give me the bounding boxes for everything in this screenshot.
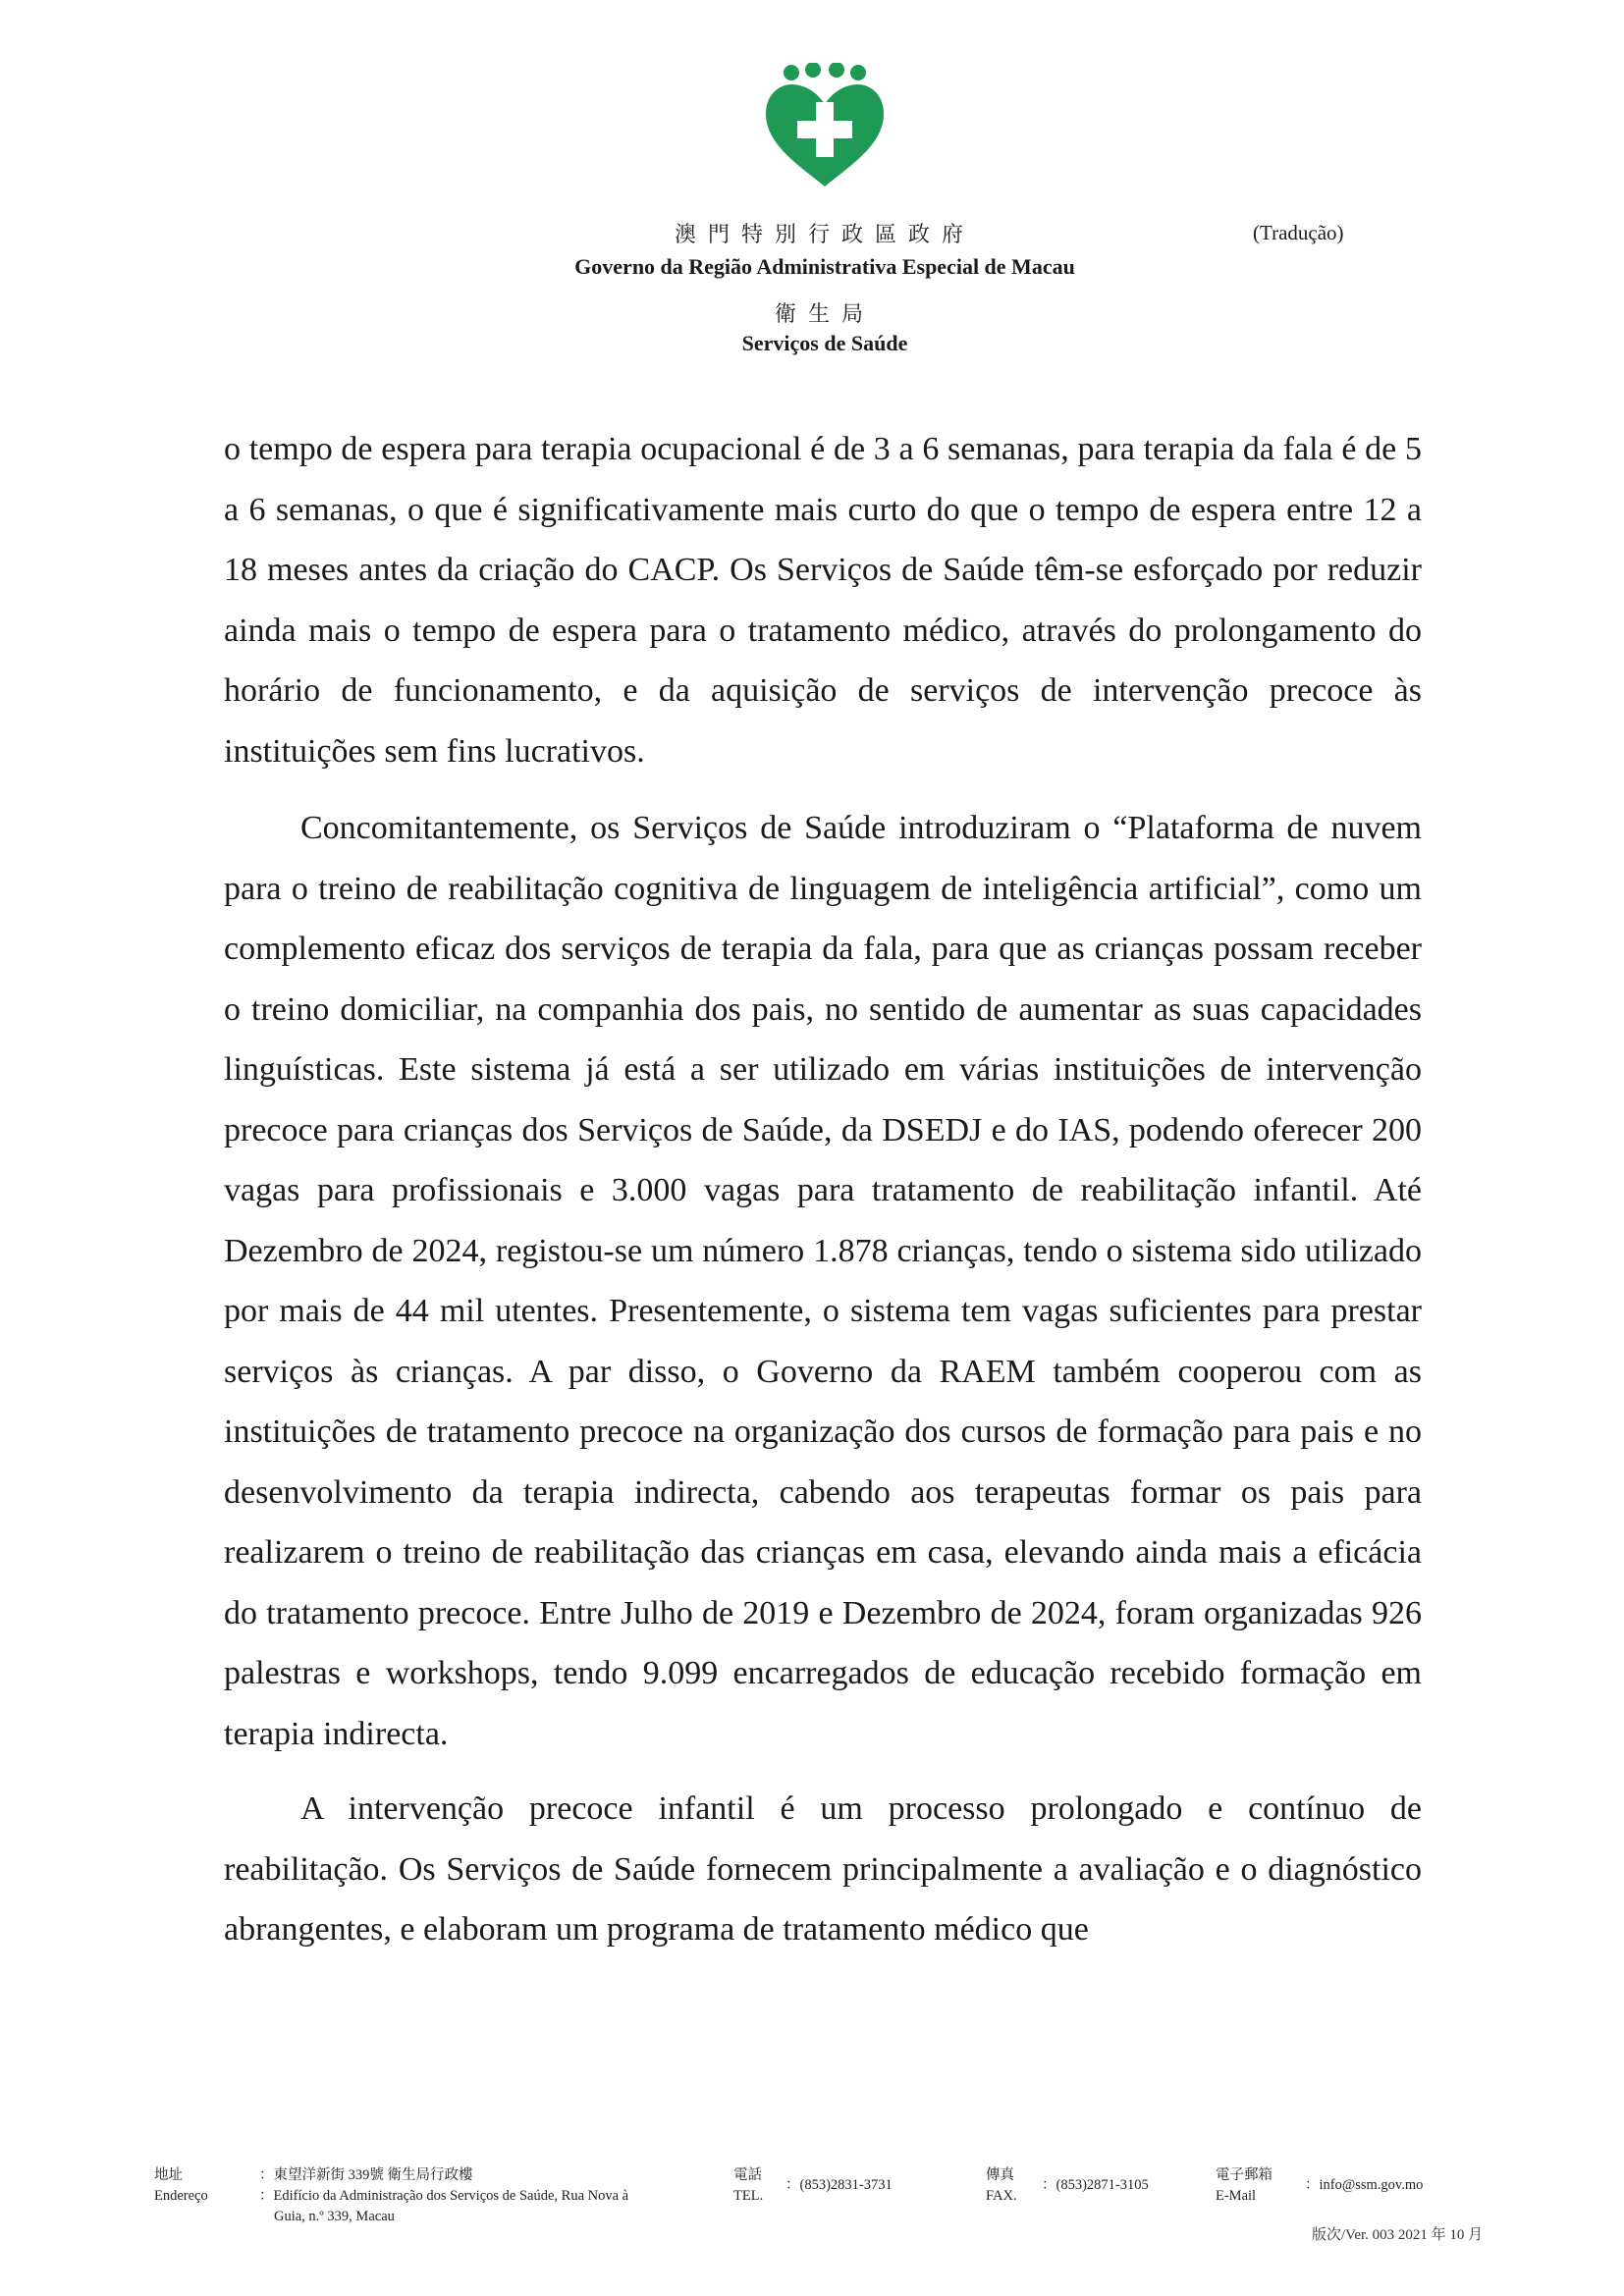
tel-label-pt: TEL. [733, 2188, 764, 2204]
page-footer [0, 2156, 1624, 2283]
tel-label-zh: 電話 [733, 2167, 762, 2183]
department-name-portuguese: Serviços de Saúde [741, 331, 908, 355]
fax-number: ：(853)2871-3105 [1042, 2177, 1149, 2193]
paragraph: A intervenção precoce infantil é um processo prolongado e contínuo de reabilitação. Os Serviços de Saúde fornecem principalmente a avaliação e o diagnóstico abrangentes, e elaboram um programa de tratamento médico que [224, 1790, 1422, 1948]
department-name-chinese: 衛生局 [774, 302, 875, 327]
government-name-chinese: 澳門特別行政區政府 [674, 223, 975, 247]
address-pt-line1: ：Edifício da Administração dos Serviços de Saúde, Rua Nova à [259, 2188, 629, 2204]
tel-number: ：(853)2831-3731 [785, 2177, 893, 2193]
document-version: 版次/Ver. 003 2021 年 10 月 [1312, 2227, 1484, 2243]
health-services-logo-icon [762, 63, 888, 190]
paragraph: o tempo de espera para terapia ocupacional é de 3 a 6 semanas, para terapia da fala é de 5 a 6 semanas, o que é significativamente mais curto do que o tempo de espera entre 12 a 18 meses antes da criação do CACP. Os Serviços de Saúde têm-se esforçado por reduzir ainda mais o tempo de espera para o tratamento médico, através do prolongamento do horário de funcionamento, e da aquisição de serviços de intervenção precoce às instituições sem fins lucrativos. [224, 431, 1422, 770]
email-label-zh: 電子郵箱 [1216, 2167, 1272, 2183]
address-label-pt: Endereço [154, 2188, 208, 2204]
address-pt-line2: Guia, n.º 339, Macau [274, 2209, 395, 2224]
document-body [224, 419, 1422, 1960]
paragraph: Concomitantemente, os Serviços de Saúde introduziram o “Plataforma de nuvem para o treino de reabilitação cognitiva de linguagem de inteligência artificial”, como um complemento eficaz dos serviços de terapia da fala, para que as crianças possam receber o treino domiciliar, na companhia dos pais, no sentido de aumentar as suas capacidades linguísticas. Este sistema já está a ser utilizado em várias instituições de intervenção precoce para crianças dos Serviços de Saúde, da DSEDJ e do IAS, podendo oferecer 200 vagas para profissionais e 3.000 vagas para tratamento de reabilitação infantil. Até Dezembro de 2024, registou-se um número 1.878 crianças, tendo o sistema sido utilizado por mais de 44 mil utentes. Presentemente, o sistema tem vagas suficientes para prestar serviços às crianças. A par disso, o Governo da RAEM também cooperou com as instituições de tratamento precoce na organização dos cursos de formação para pais e no desenvolvimento da terapia indirecta, cabendo aos terapeutas formar os pais para realizarem o treino de reabilitação das crianças em casa, elevando ainda mais a eficácia do tratamento precoce. Entre Julho de 2019 e Dezembro de 2024, foram organizadas 926 palestras e workshops, tendo 9.099 encarregados de educação recebido formação em terapia indirecta. [224, 810, 1422, 1752]
translation-note: (Tradução) [1253, 221, 1344, 244]
fax-label-pt: FAX. [986, 2188, 1017, 2204]
fax-label-zh: 傳真 [986, 2167, 1014, 2183]
government-name-portuguese: Governo da Região Administrativa Especial de Macau [574, 254, 1075, 279]
email-address: ：info@ssm.gov.mo [1305, 2177, 1424, 2193]
address-label-zh: 地址 [154, 2167, 183, 2183]
address-zh: ：東望洋新街 339號 衛生局行政樓 [259, 2167, 473, 2183]
email-label-pt: E-Mail [1216, 2188, 1257, 2204]
